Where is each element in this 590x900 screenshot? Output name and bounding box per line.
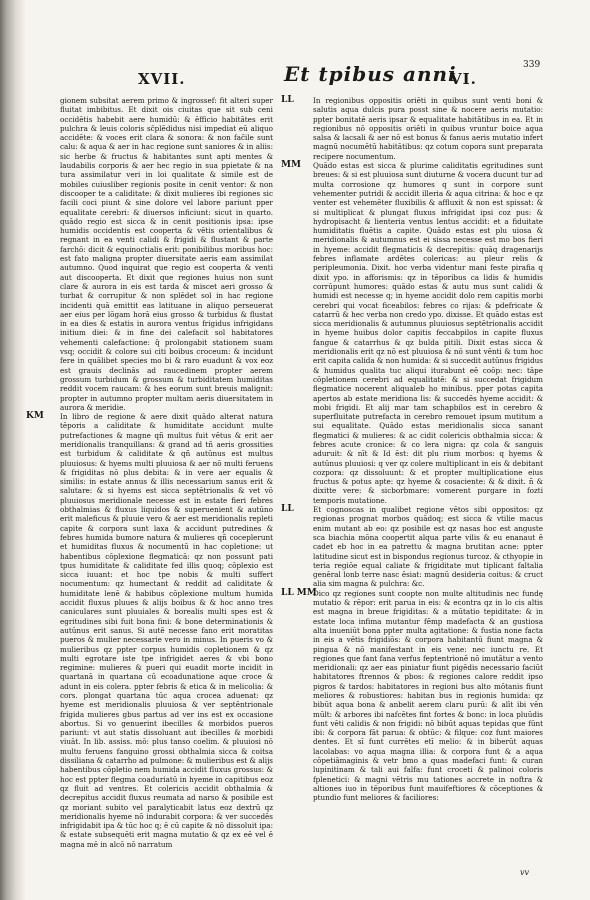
paragraph-text: In regionibus oppositis oriēti in quibus sunt venti boni & salutis aqua dulcis pura posst sine & nocere aeris mutatio: ppter bonitatē aeris ipsar & equalitate habitātibus in ea. Et in regionibus nō oppositis oriēti in quibus vruntur boice aqua salsa & lacsali & aer nō est bonus & fanus aeris mutatio infert magnū nocumētū habitātibus: qz cotum copora sunt preparata recipere nocumentum. bbox=[313, 96, 543, 161]
right-paragraph-2 bbox=[281, 160, 543, 505]
paragraph-text: Quādo estas est sicca & plurime caliditatis egritudines sunt breues: & si est pluuiosa sunt diuturne & vocera ducunt tur ad multa corrosione qz humores q sunt in corpore sunt vehementer putridi & accidit illeria & aqua citrina: & hoc e qz venter est vehemēter fluxibilis & affluxit & non est spissat: & si multiplicat & plungat fluxus infrigidat ipsi coz pus: & hydropisacht & lienteria ventus lentus accidit: et a fiduitate humiditatis fluētis a capite. Quādo estas est plu uiosa & meridionalis & autumnus est ei sissa necesse est mo bos fieri in hyeme: accidit flegmaticis & decrepitis: quāq dragenarijs febres inflamate ardētes colericas: au pleur relis & peripleumonia. Dixit. hoc verba videntur mani feste pirafia q dixit ypo. in afforismis: qz in tēporibus ca lidis & humidis corrūpunt humores: quādo estas & autu mus sunt calidi & humidi est necesse q; in hyeme accidit dolo rem capitis morbi cerebri qui vocat ficeabilos: febres co rijas: & pdefricate & catarrū & hec verba non credo ypo. dixisse. Et quādo estas est sicca meridionalis & autumnus pluuiosus septētrionalis accidit in hyeme huibus dolor capitis feccabpilos in capite fluxus fangue & catarrhus & qz bulda pitili. Dixit estas sicca & meridionalis erit qz nō est pluuiosa & nō sunt vēnti & tum hoc erit capita calida & non humida: & si succedit autūnus frigidus & humidus qualita tuc aliqui iturabunt eē coōp: nec: tāpe cōpletionem cerebri ad equalitatē: & si succedat frigidum flegmatice nocerent aliqualeb ho minibus. pper potas capita apertos ab estate meridiona lis: & succedēs hyeme accidit: & mobi frigidi. Et alij mar tam schapbilos est in cerebro & superfluitate putrefacta in cerebro remouet ipsum mutitum a sui equalitate. Quādo estas meridionalis sicca sanant flegmatici & mulieres: & ac cidit colericis obthalmia sicca: & febres acute cronice: & co lera nigra: qz cola & sanguis aduruit: & nīt & Id ēst: dit plu rium morbos: q hyems & autūnus pluuiosi: q ver qz colere multiplicant in eis & debitant cozpora: qz dissoluunt: & et propter multiplicatione eius fructus & potus apte: qz hyeme & cosaciente: & & dixit. ñ & dixitte vere: & sicborbmare: vomerent purgare in fozti temporis mutatione. bbox=[313, 161, 543, 505]
header-chapter-number: XVII. bbox=[138, 70, 186, 88]
paragraph-text: gionem subsitat aerem primo & ingrossef: fit alteri super fluitat imbibitus. Et dixit ois ciuitas que sit sub ceni occidētis habebit aere humidū: & ēfficio habitātes erit pulchra & leuis coloris sc̄plēdidus nisi impediat eū aliquo accidēte: & voces erit clara & sonora: & non fac̄ile sunt calu: & aqua & aer in hac regione sunt saniores & in aliis: sic herbe & fructus & habitantes sunt apti mentes & laudabilis corporis & aer hec regio in sua ppietate & na tura assimilatur veri in loi qualitate & simile est de mobiles cuiusliber regionis posite in cenit ventor: & non discooper te a caliditate: & dixit mulieres ibi regiones sic facili coci piunt & sine dolore vel labore pariunt pper equalitate cerebri: & diuersos inficiunt: sicut in quarto. quādo regio est sicca & in cenit positionis ipsa: ipse humidis occidentis est cooperta & vētis orientalibus & regnant in ea venti calidi & frigidi & flustant & parte farchō: dicit & equinoctialis erit: ponibilibus moribus hoc: est fato maligna propter diuersitate aeris eam assimilat autumno. Quod inquirat que regio est cooperta & venti aut discooperta. Et dixit que regiones huius non sunt clare & aurora in eis est tarda & miscet aeri grosso & turbat & corrupitur & non splēdet sol in hac regione incidenti quā emittit eas latituane in aliquo perseuerat aer eius per lōgam horā eius grosso & turbidus & flustat in ea dies & estatis in aurora ventus frigidus infrigidans initium diei: & in fine dei calefacit sol habitatores vehementi calefactione: q̄ prolongabit stationem suam vsq; occidit & colore sui citi boibus croceum: & incidunt fere in quālibet species mo bi & raro euadunt & vox eoz est grauis declinās ad raucedinem propter aerem grossum turbidum & grossum & turbiditatem humiditas reddit vocem raucam: & hes eorum sunt breuis malignit: propter in autumno propter multam aeris diuersitatem in aurora & meridie. bbox=[60, 96, 273, 412]
right-paragraph-1 bbox=[281, 95, 543, 161]
margin-marker: LL MM bbox=[281, 587, 317, 598]
catchword: vv bbox=[520, 868, 530, 877]
margin-marker: LL bbox=[281, 95, 294, 105]
running-header bbox=[0, 60, 590, 100]
right-paragraph-4 bbox=[281, 587, 543, 803]
paragraph-text: Dico qz regiones sunt coopte non multe altitudinis nec fundę mutatio & rēpor: erit parua in eis: & econtra qz in lo cis altis est magna in breue frigiditas: & a mūtatio tepiditate: & in estate loca infima mutantur fēmp madefacta & an gustiosa alta inueniūt bona ppter multa agitatione: & fustia none facta in eis a vētis frigidiōs: & corpora habitantū fiunt magna & pingua & nō manifestant in eis vene: nec iunctu re. Et regiones que fant fana verfus feptentrionē nō imutātur a vento meridionali: qz aer eas piniatur fiunt pigēdis necessario faciūt habitatores ftrennos & pbos: & regiones calore reddit ipso pigros & tardos: habitatores in regioni bus alto mōtanis fiunt meliores & robustiores: habitan bus in regionis humida: qz bibūt aqua bona & anbelit aerem claru purū: & alīt ibi vēn mūlt: & arbores ibi nafcētes fint fortes & bonc: in loca pluūdis funt vēti calidis & non frigidi: nō bibūt aquas tepidas que fūnt ibi: & corpora fāt parua: & obtūc: & filque: coz funt maiores dentes. Et sī funt currētes etī melio: & in biberūt aquas lacolabas: vo aqua magna illia: & corpora funt & a aqua cōpetiāmaginis & vetr bmo a quas madefaci funt: & curan lupinitinam & tali aui falfa: funt croceti & palinoi coloris fplenetici: & magni vētris mu tationes accrete in noftra & altiones iuo in tēporibus funt mauifeftiores & cōceptiones & ptundio funt meliores & faciliores: bbox=[313, 588, 543, 803]
folio-number: 339 bbox=[523, 60, 541, 70]
margin-marker: KM bbox=[26, 411, 44, 422]
page-gutter-shadow bbox=[0, 0, 26, 900]
margin-marker: LL bbox=[281, 504, 294, 515]
left-text-column bbox=[26, 96, 273, 849]
header-section-number: VI. bbox=[450, 70, 477, 88]
left-paragraph-2 bbox=[26, 411, 273, 849]
right-paragraph-3 bbox=[281, 504, 543, 589]
margin-marker: MM bbox=[281, 160, 301, 171]
paragraph-text: Et cognoscas in qualibet regione vētos sibi oppositos: qz regionas prognat morbos quādoq; est sicca & vtilie macus enim mutant ab eo: qz posibile est qz nasas hoc est anguste sca biachia mōna coopertit alqua parte vilis & eu enanaut ē cadet eb hoc in ea patrettu & magna brutitan acne: ppter latitudine sicut est in bispondus regionus turcoz. & cthyopie in teria regiōe equal caliate & frigiditate mut tiplicant faltalia genēral lonb terre nasc ēsiat: magnū desideria coitus: & cruct alia sim magna & pulchra: &c. bbox=[313, 505, 543, 589]
header-title: Et tpibus anni bbox=[284, 62, 457, 86]
left-paragraph-1 bbox=[60, 96, 273, 412]
paragraph-text: In libro de regione & aere dixit quādo alterat natura tēporis a caliditate & humiditate accidunt multe putrefactiones & magne qñ multus fuit vētus & erit aer meridionalis tranquillans: & grand ad tñ aeris grossities est turbidum & caliditate & qñ autūnus est multus pluuiosus: & hyems multi pluuiosa & aer nō multi feruens & frigiditas nō plus debita: & in vere aer equalis & similis: in estate annus & illis necessarium sanus erit & salutare: & si hyems est sicca septētrionalis & vet vō pluuiosus meridionale necesse est in estate fieri febres obthalmias & fluxus liquidos & superuenient & autūno erit maleficus & pluuie vero & aer est meridionalis repleti capite & corpora sunt laxa & accidunt putredines & febres humida bumore natura & mulieres qñ coceplerunt et humiditas fluxus & nocumentū in hac copletione: ut habentibus cōplexione flegmaticā: qz non possunt pati tpus humiditate & caliditate fed illis quoq; cōplexio est sicca iuuant: et hoc tpe nobis & multi suffert nocumentum: qz humectant & reddit ad caliditate & humiditate lenē & habibus cōplexione multum humida accidit fluxus pluues & alijs boibus & & hoc anno tres caniculares sunt pluuiales & borealis multi spes est & egritudines sibi fuit bona fini: & bone determinationis & autūnus erit sanus. Si autē necesse fano erit moratitas pueros & mulier necessarie vero in minus. In pueris vo & mulieribus qz ppter corpus humidis copletionem & qz multi egrotare iste tpe infrigidet aeres & vbi bono regimine: mulieres & pueri qui euadit morte incidit in quartanā in quartana cū ecoadunatione aque croce & adunt in eis colera. ppter febris & etica & in melicolia: & cors. plongat quartana tūc aqua crocea aduenat: qz hyeme est meridionalis pluuiosa & ver septēntrionale frigida mulieres gbus partus ad ver ins est ex occasione abortus. Si vo genuerint ibecilles & morbidos pueros pariunt: vt aut statis dissoluant aut ibecilles & morbidi viuāt. In lib. assiss. mō: plus tanso coelim. & pluuiosi nō multu feruens fanguino grossi obthalmia sicca & coitsa dissiliana & catarrho ad pulmone: & mulieribus est & alijs habentibus cōpletio nem humida accidit fluxus grossus: & hoc est ppter flegma coaduriatū in hyeme in capitibus eoz qz fluit ad ventres. Et colericis accidit obthalmia & decrepitus accidit fluxus reumata ad narso & posibile est qz moriant subito vel paralyticabit latus eoz dextrū qz meridionalis hyeme nō indurabit corpora: & ver succedēs infrigidabit ipa & tūc hoc q; ē cū capite & nō dissoluit ipa: & estate subsequēti erit magna mutatio & qz ex eē vel ē magna mē in alcō nō narratum bbox=[60, 412, 273, 849]
right-text-column bbox=[281, 95, 543, 803]
